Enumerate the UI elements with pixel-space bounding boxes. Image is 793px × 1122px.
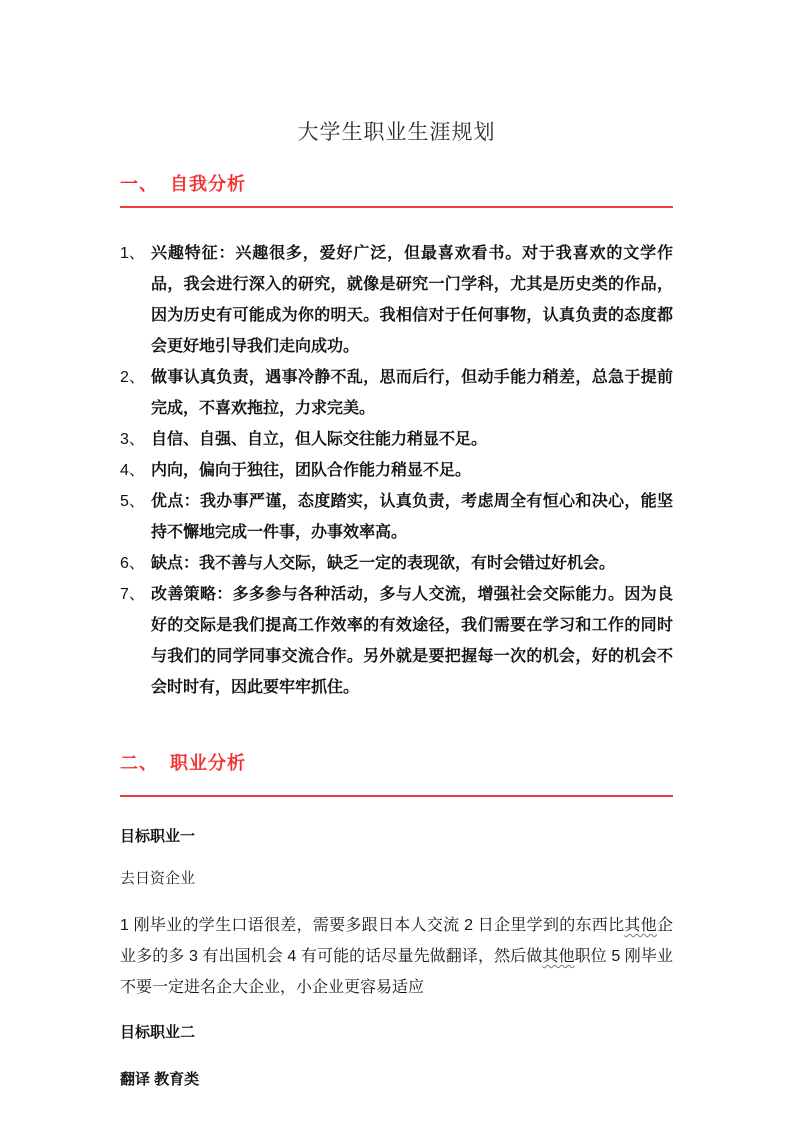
document-content [120, 0, 673, 1090]
list-item-number: 6、 [120, 555, 145, 572]
list-item-number: 7、 [120, 586, 145, 603]
list-item-text: 改善策略：多多参与各种活动，多与人交流，增强社会交际能力。因为良好的交际是我们提高工作效率的有效途径，我们需要在学习和工作的同时与我们的同学同事交流合作。另外就是要把握每一次的机会，好的机会不会时时有，因此要牢牢抓住。 [151, 586, 673, 696]
spellcheck-underlined-word: 其他 [542, 948, 575, 965]
notes-text-segment: 企业多的多 3 有出国机会 4 有可能的话尽量先做翻译，然后做 [120, 917, 673, 965]
list-item-text: 优点：我办事严谨，态度踏实，认真负责，考虑周全有恒心和决心，能坚持不懈地完成一件事，办事效率高。 [151, 493, 673, 541]
list-item [120, 579, 673, 703]
list-item-number: 5、 [120, 493, 145, 510]
list-item-text: 内向，偏向于独往，团队合作能力稍显不足。 [151, 462, 472, 479]
list-item [120, 424, 673, 455]
target-job-2-label: 目标职业二 [120, 1024, 196, 1041]
list-item-number: 4、 [120, 462, 145, 479]
list-item [120, 548, 673, 579]
notes-text-segment: 1 刚毕业的学生口语很差，需要多跟日本人交流 2 日企里学到的东西比 [120, 917, 625, 934]
section-title: 自我分析 [170, 174, 246, 194]
section-divider-line [120, 795, 673, 797]
section-divider-line [120, 206, 673, 208]
document-title: 大学生职业生涯规划 [297, 120, 496, 144]
list-item [120, 362, 673, 424]
list-item-text: 做事认真负责，遇事冷静不乱，思而后行，但动手能力稍差，总急于提前完成，不喜欢拖拉，力求完美。 [151, 369, 673, 417]
list-item [120, 455, 673, 486]
section-number: 二、 [120, 753, 158, 773]
list-item-number: 1、 [120, 245, 145, 262]
target-job-2-value: 翻译 教育类 [120, 1071, 200, 1088]
section-heading-career-analysis [120, 751, 673, 775]
self-analysis-list [120, 238, 673, 703]
list-item [120, 486, 673, 548]
list-item [120, 238, 673, 362]
list-item-number: 3、 [120, 431, 145, 448]
list-item-text: 自信、自强、自立，但人际交往能力稍显不足。 [151, 431, 488, 448]
section-title: 职业分析 [170, 753, 246, 773]
target-job-1-value: 去日资企业 [120, 870, 196, 887]
target-job-1-label: 目标职业一 [120, 828, 196, 845]
list-item-text: 缺点：我不善与人交际，缺乏一定的表现欲，有时会错过好机会。 [151, 555, 616, 572]
section-number: 一、 [120, 174, 158, 194]
list-item-text: 兴趣特征：兴趣很多，爱好广泛，但最喜欢看书。对于我喜欢的文学作品，我会进行深入的研究，就像是研究一门学科，尤其是历史类的作品，因为历史有可能成为你的明天。我相信对于任何事物，认真负责的态度都会更好地引导我们走向成功。 [151, 245, 673, 355]
section-heading-self-analysis [120, 172, 673, 196]
list-item-number: 2、 [120, 369, 145, 386]
spellcheck-underlined-word: 其他 [624, 917, 657, 934]
notes-text-segment: 职位 5 刚毕业不要一定进名企大企业，小企业更容易适应 [120, 948, 673, 996]
target-job-1-notes [120, 910, 673, 1003]
